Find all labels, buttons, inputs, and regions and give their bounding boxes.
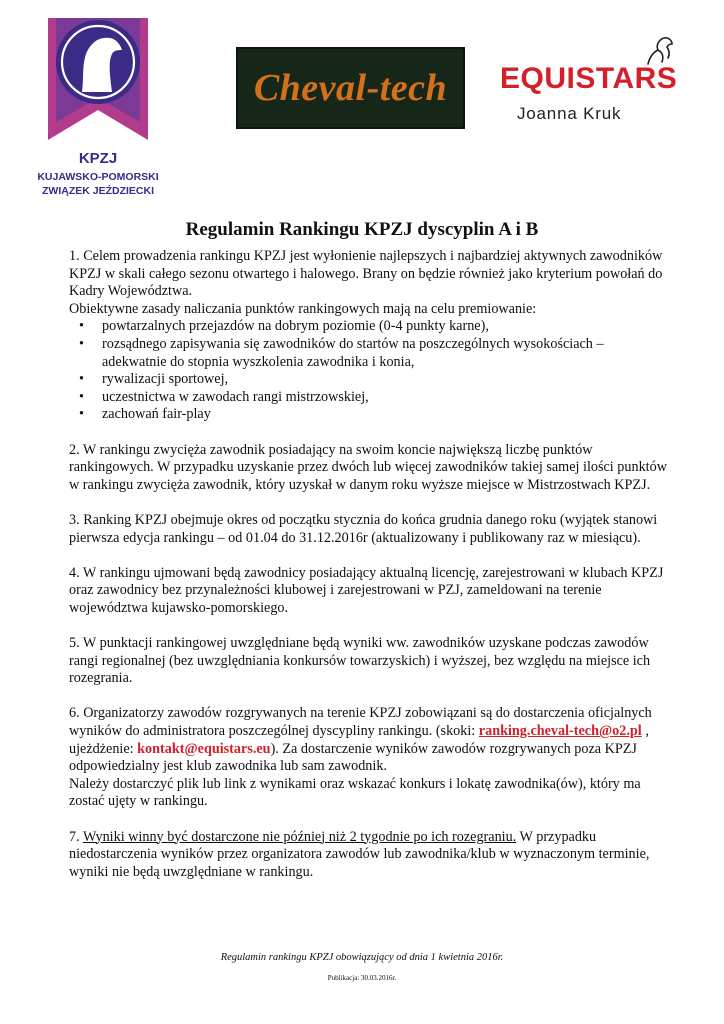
list-item: • powtarzalnych przejazdów na dobrym poziomie (0-4 punkty karne),	[69, 318, 669, 336]
section-7-rest: W przypadku niedostarczenia wyników przez organizatora zawodów lub zawodnika/klub w wyznaczonym terminie, wyniki nie będą uwzględniane w rankingu.	[69, 828, 650, 880]
email-link-dressage[interactable]: kontakt@equistars.eu	[137, 740, 271, 757]
section-3-paragraph: 3. Ranking KPZJ obejmuje okres od początku stycznia do końca grudnia danego roku (wyjątek stanowi pierwsza edycja rankingu – od 01.04 do 31.12.2016r (aktualizowany i publikowany raz w miesiącu).	[69, 511, 658, 546]
kpzj-abbr: KPZJ	[78, 150, 118, 167]
cheval-tech-logo	[236, 47, 465, 129]
kpzj-name-line2: ZWIĄZEK JEŹDZIECKI	[42, 185, 154, 197]
equistars-owner: Joanna Kruk	[517, 104, 622, 123]
list-item: • rozsądnego zapisywania się zawodników do startów na poszczególnych wysokościach – adekwatnie do stopnia wyszkolenia zawodnika i konia,	[69, 336, 669, 371]
list-item: • uczestnictwa w zawodach rangi mistrzowskiej,	[69, 389, 669, 407]
section-7-number: 7.	[69, 828, 83, 845]
document-title: Regulamin Rankingu KPZJ dyscyplin A i B	[185, 219, 539, 240]
kpzj-name-line1: KUJAWSKO-POMORSKI	[37, 171, 159, 183]
section-6-paragraph-2: Należy dostarczyć plik lub link z wynikami oraz wskazać konkurs i lokatę zawodnika(ów), który ma zostać ujęty w rankingu.	[69, 775, 641, 810]
document-body	[69, 248, 669, 881]
list-item: • zachowań fair-play	[69, 406, 669, 424]
kpzj-logo	[37, 14, 159, 197]
section-1-intro: Obiektywne zasady naliczania punktów rankingowych mają na celu premiowanie:	[69, 300, 537, 317]
bullet-list	[69, 318, 669, 424]
section-1-paragraph: 1. Celem prowadzenia rankingu KPZJ jest wyłonienie najlepszych i najbardziej aktywnych zawodników KPZJ w skali całego sezonu otwartego i halowego. Brany on będzie również jako kryterium powołań do Kadry Województwa.	[69, 248, 663, 300]
section-6-text-pre: 6. Organizatorzy zawodów rozgrywanych na terenie KPZJ zobowiązani są do dostarczenia oficjalnych wyników do administratora poszczególnej dyscypliny rankingu. (skoki:	[69, 705, 652, 740]
list-item: • rywalizacji sportowej,	[69, 371, 669, 389]
section-6-text-mid: , ujeżdżenie:	[69, 723, 649, 757]
section-2-paragraph: 2. W rankingu zwycięża zawodnik posiadający na swoim koncie największą liczbę punktów rankingowych. W przypadku uzyskanie przez dwóch lub więcej zawodników takiej samej ilości punktów w rankingu zwycięża zawodnik, który uzyskał w danym roku wyższe miejsce w Mistrzostwach KPZJ.	[69, 441, 667, 493]
section-7-paragraph	[69, 829, 669, 882]
section-6-paragraph	[69, 705, 669, 775]
email-link-jumping[interactable]: ranking.cheval-tech@o2.pl	[478, 723, 642, 740]
section-5-paragraph: 5. W punktacji rankingowej uwzględniane będą wyniki ww. zawodników uzyskane podczas zawodów rangi regionalnej (bez uwzględniania konkursów towarzyskich) i wyższej, bez względu na miejsce ich rozegrania.	[69, 635, 651, 687]
kpzj-shield-icon	[42, 14, 154, 144]
cheval-tech-logo-text: Cheval-tech	[253, 67, 448, 109]
publication-date: Publikacja: 30.03.2016r.	[327, 974, 397, 982]
footer-note: Regulamin rankingu KPZJ obowiązujący od dnia 1 kwietnia 2016r.	[220, 952, 504, 963]
equistars-logo-text: EQUISTARS	[500, 62, 678, 95]
section-7-deadline: Wyniki winny być dostarczone nie później niż 2 tygodnie po ich rozegraniu.	[82, 828, 517, 845]
section-6-text-post: ). Za dostarczenie wyników zawodów rozgrywanych poza KPZJ odpowiedzialny jest klub zawodnika lub sam zawodnik.	[69, 740, 637, 775]
section-4-paragraph: 4. W rankingu ujmowani będą zawodnicy posiadający aktualną licencję, zarejestrowani w klubach KPZJ oraz zawodnicy bez przynależności klubowej i zarejestrowani w PZJ, zameldowani na terenie województwa kujawsko-pomorskiego.	[69, 564, 664, 616]
